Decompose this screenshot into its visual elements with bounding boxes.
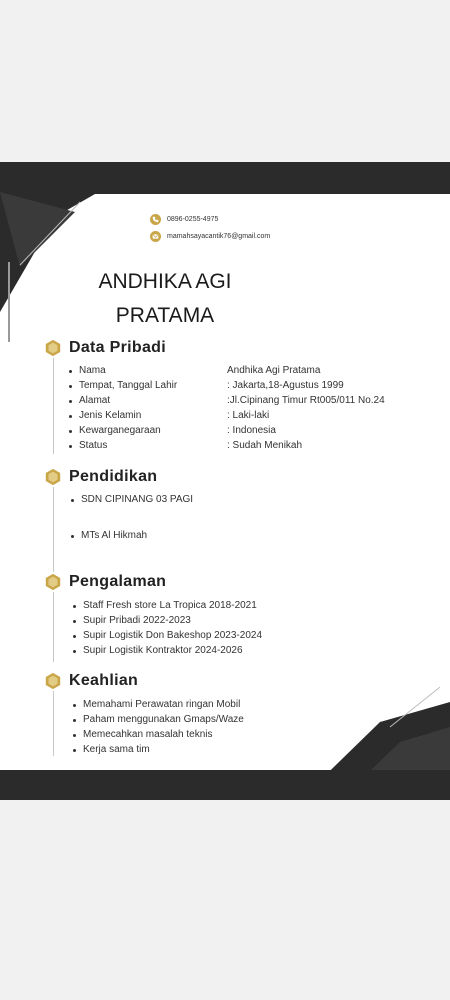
bullet [73, 749, 76, 752]
hexagon-icon [44, 573, 62, 591]
section-line-data-pribadi [53, 358, 54, 454]
section-title-keahlian: Keahlian [69, 672, 139, 689]
bullet [69, 445, 72, 448]
resume-document [0, 162, 450, 800]
field-value: :Jl.Cipinang Timur Rt005/011 No.24 [227, 395, 385, 406]
section-data-pribadi [44, 339, 166, 357]
section-line-pengalaman [53, 592, 54, 662]
bullet [71, 499, 74, 502]
field-value: : Jakarta,18-Agustus 1999 [227, 380, 344, 391]
skill-item: Kerja sama tim [83, 744, 150, 755]
field-value: Andhika Agi Pratama [227, 365, 321, 376]
name-line-2: PRATAMA [115, 304, 215, 327]
experience-item: Supir Logistik Don Bakeshop 2023-2024 [83, 630, 263, 641]
field-label: Alamat [79, 395, 111, 406]
bullet [69, 415, 72, 418]
skill-item: Memecahkan masalah teknis [83, 729, 213, 740]
bottom-band [0, 770, 450, 800]
field-label: Nama [79, 365, 106, 376]
education-item: MTs Al Hikmah [81, 530, 148, 541]
phone-text: 0896-0255-4975 [167, 216, 219, 223]
phone-icon [150, 214, 161, 225]
bullet [69, 400, 72, 403]
bullet [73, 635, 76, 638]
field-value: : Sudah Menikah [227, 440, 303, 451]
email-text: mamahsayacantik76@gmail.com [167, 233, 271, 240]
section-line-keahlian [53, 691, 54, 756]
bullet [73, 620, 76, 623]
name-heading [70, 265, 260, 333]
field-label: Jenis Kelamin [79, 410, 142, 421]
bullet [73, 704, 76, 707]
field-label: Status [79, 440, 108, 451]
field-label: Kewarganegaraan [79, 425, 161, 436]
bullet [71, 535, 74, 538]
section-line-pendidikan [53, 487, 54, 572]
email-icon [150, 231, 161, 242]
bullet [73, 605, 76, 608]
bullet [69, 370, 72, 373]
experience-item: Supir Logistik Kontraktor 2024-2026 [83, 645, 243, 656]
hexagon-icon [44, 468, 62, 486]
bullet [73, 734, 76, 737]
section-pendidikan [44, 468, 157, 486]
experience-item: Staff Fresh store La Tropica 2018-2021 [83, 600, 257, 611]
section-title-data-pribadi: Data Pribadi [69, 339, 166, 356]
bullet [69, 385, 72, 388]
hexagon-icon [44, 339, 62, 357]
contact-phone [150, 214, 218, 225]
experience-item: Supir Pribadi 2022-2023 [83, 615, 191, 626]
name-line-1: ANDHIKA AGI [98, 270, 232, 293]
section-pengalaman [44, 573, 166, 591]
field-value: : Indonesia [227, 425, 276, 436]
skill-item: Memahami Perawatan ringan Mobil [83, 699, 241, 710]
contact-email [150, 231, 270, 242]
section-title-pengalaman: Pengalaman [69, 573, 167, 590]
bullet [69, 430, 72, 433]
hexagon-icon [44, 672, 62, 690]
education-item: SDN CIPINANG 03 PAGI [81, 494, 194, 505]
section-keahlian [44, 672, 138, 690]
section-title-pendidikan: Pendidikan [69, 468, 158, 485]
field-value: : Laki-laki [227, 410, 270, 421]
bullet [73, 650, 76, 653]
skill-item: Paham menggunakan Gmaps/Waze [83, 714, 244, 725]
field-label: Tempat, Tanggal Lahir [79, 380, 178, 391]
bullet [73, 719, 76, 722]
